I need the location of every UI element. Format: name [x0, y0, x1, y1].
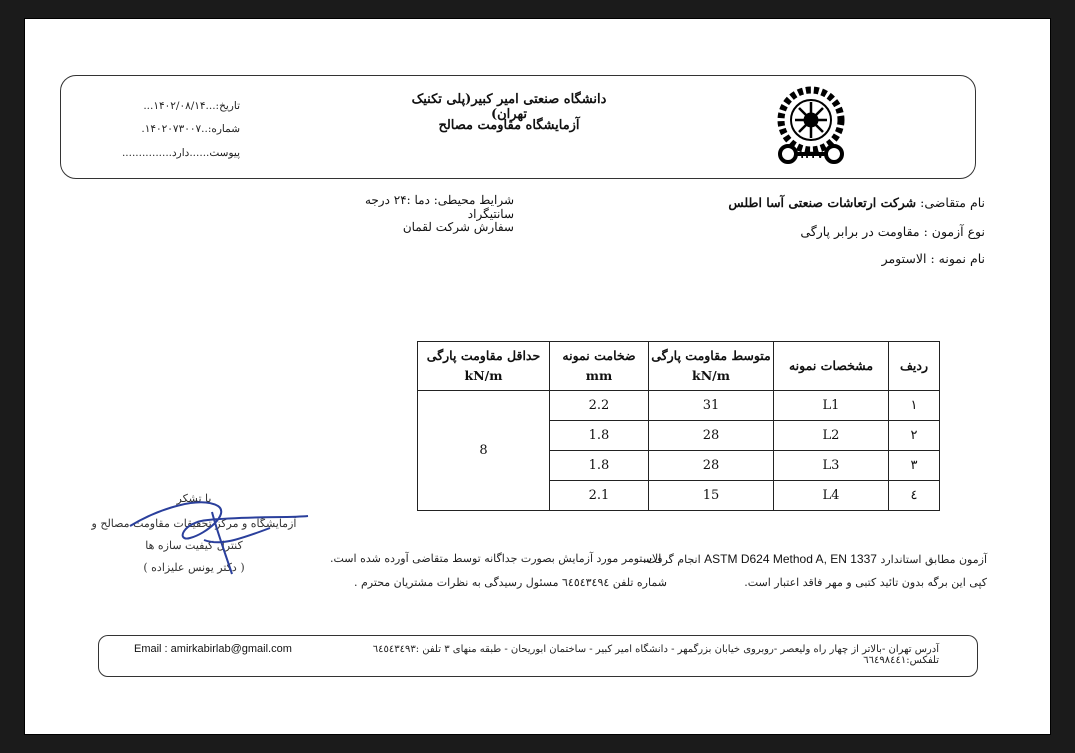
header-avg [649, 342, 774, 391]
sample-thickness: 1.8 [550, 421, 649, 451]
header-min-label: حداقل مقاومت پارگی [426, 348, 541, 363]
row-number: ۳ [889, 451, 940, 481]
row-number: ٤ [889, 481, 940, 511]
standard-code: ASTM D624 Method A, EN 1337 [704, 552, 877, 566]
sample-thickness: 1.8 [550, 451, 649, 481]
sample-thickness: 2.1 [550, 481, 649, 511]
header-min-unit: kN/m [464, 368, 503, 383]
standard-note-prefix: آزمون مطابق استاندارد [880, 553, 987, 566]
signature-name: ( دکتر یونس علیزاده ) [143, 561, 245, 574]
sample-source-note: الاستومر مورد آزمایش بصورت جداگانه توسط متقاضی آورده شده است. [330, 552, 662, 565]
customer-phone-note: شماره تلفن ٦٤٥٤٣٤٩٤ مسئول رسیدگی به نظرات مشتریان محترم . [354, 576, 667, 589]
order-info: سفارش شرکت لقمان [402, 220, 514, 234]
footer-email: Email : amirkabirlab@gmail.com [134, 643, 292, 655]
standard-note-suffix: انجام گرفت. [642, 553, 701, 566]
applicant-name: شرکت ارتعاشات صنعتی آسا اطلس [728, 195, 917, 210]
header-thickness-label: ضخامت نمونه [562, 348, 636, 363]
sample-thickness: 2.2 [550, 391, 649, 421]
sample-name: نام نمونه : الاستومر [881, 251, 985, 266]
signature-dept: کنترل کیفیت سازه ها [145, 539, 243, 552]
footer-address: آدرس تهران -بالاتر از چهار راه ولیعصر -روبروی خیابان بزرگمهر - دانشگاه امیر کبیر - ساختمان ابوریحان - طبقه منهای ۳ تلفن :٦٤٥٤٣٤٩٣ تلفکس:٦٦٤٩٨٤٤١ [372, 644, 939, 666]
university-logo [768, 82, 854, 168]
avg-resistance: 28 [649, 451, 774, 481]
header-thickness-unit: mm [585, 368, 613, 383]
handwritten-signature [120, 488, 320, 593]
document-page [24, 18, 1051, 735]
university-name: دانشگاه صنعتی امیر کبیر(پلی تکنیک تهران) [411, 92, 607, 122]
environment-conditions: شرایط محیطی: دما :۲۴ درجه سانتیگراد [364, 193, 514, 221]
attachment-field: پیوست......دارد............... [121, 147, 240, 159]
sample-spec: L4 [774, 481, 889, 511]
header-row-number: ردیف [889, 342, 940, 391]
header-min [418, 342, 550, 391]
row-number: ۲ [889, 421, 940, 451]
applicant-line [728, 195, 985, 210]
sample-spec: L1 [774, 391, 889, 421]
signature-lab: آزمایشگاه و مرکز تحقیقات مقاومت مصالح و [91, 517, 297, 530]
header-avg-label: متوسط مقاومت پارگی [651, 348, 771, 363]
number-field: شماره:..۱۴۰۲۰۷۳۰۰۷. [141, 123, 240, 135]
standard-note [643, 552, 987, 566]
avg-resistance: 31 [649, 391, 774, 421]
row-number: ۱ [889, 391, 940, 421]
table-header-row [418, 342, 940, 391]
table-row [418, 391, 940, 421]
applicant-label: نام متقاضی: [920, 195, 985, 210]
min-resistance: 8 [418, 391, 550, 511]
test-type: نوع آزمون : مقاومت در برابر پارگی [800, 224, 985, 239]
sample-spec: L2 [774, 421, 889, 451]
results-table [417, 341, 940, 511]
avg-resistance: 28 [649, 421, 774, 451]
header-avg-unit: kN/m [692, 368, 730, 383]
header-thickness [550, 342, 649, 391]
sample-spec: L3 [774, 451, 889, 481]
date-field: تاریخ:...۱۴۰۲/۰۸/۱۴... [143, 100, 240, 112]
signature-thanks: با تشکر [176, 492, 212, 505]
logo-year: ۱۳۳۷ [798, 150, 824, 161]
validity-note: کپی این برگه بدون تائید کتبی و مهر فاقد اعتبار است. [744, 576, 987, 589]
lab-name: آزمایشگاه مقاومت مصالح [438, 118, 580, 133]
header-spec: مشخصات نمونه [774, 342, 889, 391]
avg-resistance: 15 [649, 481, 774, 511]
